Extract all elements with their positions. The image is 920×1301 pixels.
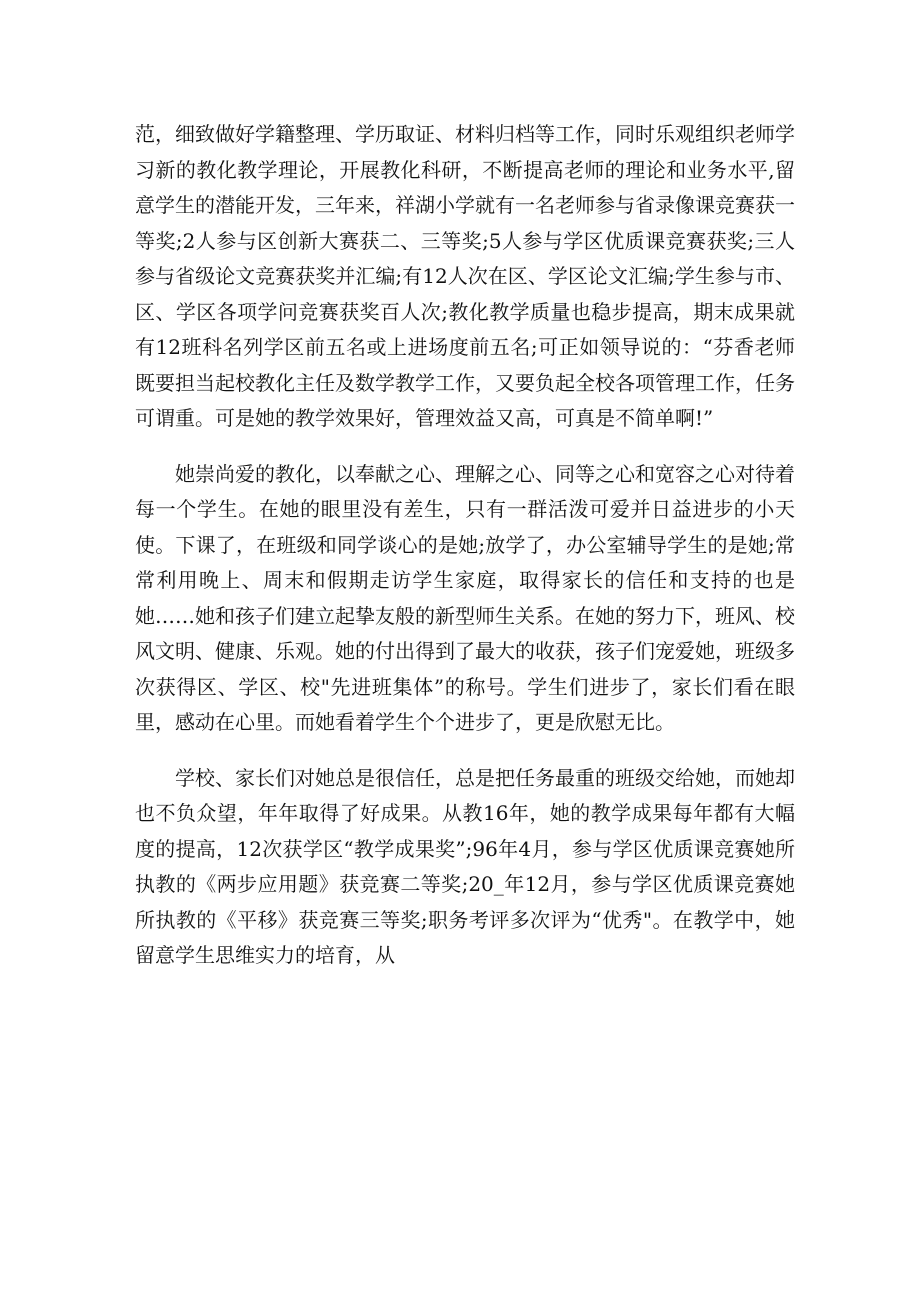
document-body xyxy=(135,117,795,994)
paragraph-1: 范，细致做好学籍整理、学历取证、材料归档等工作，同时乐观组织老师学习新的教化教学理论，开展教化科研，不断提高老师的理论和业务水平,留意学生的潜能开发，三年来，祥湖小学就有一名老师参与省录像课竞赛获一等奖;2人参与区创新大赛获二、三等奖;5人参与学区优质课竞赛获奖;三人参与省级论文竞赛获奖并汇编;有12人次在区、学区论文汇编;学生参与市、区、学区各项学问竞赛获奖百人次;教化教学质量也稳步提高，期末成果就有12班科名列学区前五名或上进场度前五名;可正如领导说的：“芬香老师既要担当起校教化主任及数学教学工作，又要负起全校各项管理工作，任务可谓重。可是她的教学效果好，管理效益又高，可真是不简单啊!” xyxy=(135,122,795,430)
paragraph-3: 学校、家长们对她总是很信任，总是把任务最重的班级交给她，而她却也不负众望，年年取得了好成果。从教16年，她的教学成果每年都有大幅度的提高，12次获学区“教学成果奖”;96年4月，参与学区优质课竞赛她所执教的《两步应用题》获竞赛二等奖;20_年12月，参与学区优质课竞赛她所执教的《平移》获竞赛三等奖;职务考评多次评为“优秀"。在教学中，她留意学生思维实力的培育，从 xyxy=(135,765,795,967)
paragraph-2: 她崇尚爱的教化，以奉献之心、理解之心、同等之心和宽容之心对待着每一个学生。在她的眼里没有差生，只有一群活泼可爱并日益进步的小天使。下课了，在班级和同学谈心的是她;放学了，办公室辅导学生的是她;常常利用晚上、周末和假期走访学生家庭，取得家长的信任和支持的也是她……她和孩子们建立起挚友般的新型师生关系。在她的努力下，班风、校风文明、健康、乐观。她的付出得到了最大的收获，孩子们宠爱她，班级多次获得区、学区、校"先进班集体”的称号。学生们进步了，家长们看在眼里，感动在心里。而她看着学生个个进步了，更是欣慰无比。 xyxy=(135,461,795,734)
